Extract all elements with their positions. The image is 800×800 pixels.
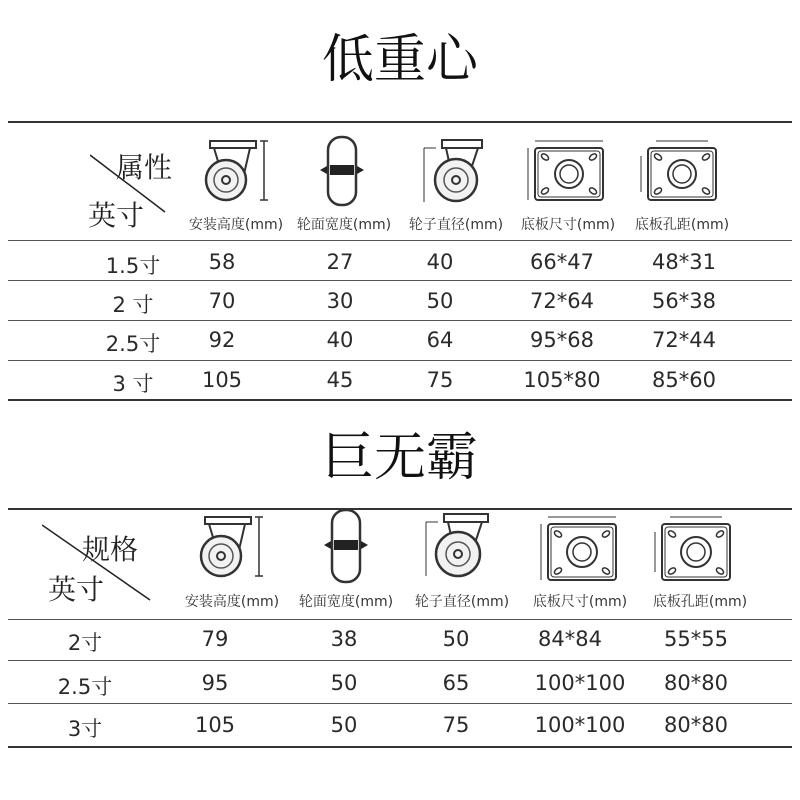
- table-cell: 40: [426, 250, 454, 274]
- table-cell: 105*80: [523, 368, 601, 392]
- column-label-plate-size: 底板尺寸(mm): [520, 217, 616, 233]
- corner-header-spec: 规格: [82, 533, 139, 566]
- column-label-tread-width: 轮面宽度(mm): [296, 217, 392, 233]
- table-cell: 45: [326, 368, 354, 392]
- hole-spacing-icon: [638, 138, 722, 204]
- corner-header-size: 英寸: [48, 573, 105, 606]
- section1-bottom-rule: [8, 399, 792, 401]
- table-cell: 72*44: [652, 328, 716, 352]
- column-label-wheel-diameter: 轮子直径(mm): [414, 594, 510, 610]
- table-cell: 70: [208, 289, 236, 313]
- table-cell: 50: [330, 713, 358, 737]
- table-cell: 100*100: [534, 671, 626, 695]
- column-label-hole-spacing: 底板孔距(mm): [634, 217, 730, 233]
- row-size: 3寸: [67, 717, 103, 741]
- caster-height-icon: [200, 138, 272, 206]
- table-cell: 30: [326, 289, 354, 313]
- base-plate-size-icon: [525, 138, 609, 204]
- wheel-diameter-icon: [424, 510, 496, 582]
- corner-header-size: 英寸: [88, 199, 145, 232]
- section2-bottom-rule: [8, 746, 792, 748]
- wheel-diameter-icon: [422, 136, 494, 208]
- table-cell: 48*31: [652, 250, 716, 274]
- table-cell: 58: [208, 250, 236, 274]
- row-divider: [8, 360, 792, 361]
- table-cell: 95*68: [530, 328, 594, 352]
- table-cell: 80*80: [664, 713, 728, 737]
- column-label-wheel-diameter: 轮子直径(mm): [408, 217, 504, 233]
- table-cell: 79: [201, 627, 229, 651]
- table-cell: 84*84: [538, 627, 602, 651]
- column-label-mount-height: 安装高度(mm): [188, 217, 284, 233]
- row-size: 2.5寸: [105, 332, 161, 356]
- row-size: 2寸: [67, 631, 103, 655]
- column-label-mount-height: 安装高度(mm): [184, 594, 280, 610]
- table-cell: 100*100: [534, 713, 626, 737]
- section1-top-rule: [8, 121, 792, 123]
- column-label-plate-size: 底板尺寸(mm): [532, 594, 628, 610]
- row-size: 3 寸: [112, 372, 154, 396]
- table-cell: 27: [326, 250, 354, 274]
- table-cell: 50: [330, 671, 358, 695]
- row-divider: [8, 320, 792, 321]
- corner-header-attribute: 属性: [116, 151, 173, 184]
- base-plate-size-icon: [538, 514, 622, 584]
- section1-header-rule: [8, 240, 792, 241]
- caster-height-icon: [195, 514, 267, 582]
- hole-spacing-icon: [652, 514, 736, 584]
- table-cell: 105: [201, 368, 243, 392]
- row-divider: [8, 280, 792, 281]
- wheel-width-icon: [318, 135, 366, 207]
- column-label-hole-spacing: 底板孔距(mm): [652, 594, 748, 610]
- table-cell: 56*38: [652, 289, 716, 313]
- table-cell: 105: [194, 713, 236, 737]
- table-cell: 80*80: [664, 671, 728, 695]
- row-divider: [8, 703, 792, 704]
- table-cell: 65: [442, 671, 470, 695]
- table-cell: 66*47: [530, 250, 594, 274]
- row-divider: [8, 660, 792, 661]
- table-cell: 50: [426, 289, 454, 313]
- wheel-width-icon: [322, 508, 370, 584]
- table-cell: 50: [442, 627, 470, 651]
- row-size: 2 寸: [112, 293, 154, 317]
- table-cell: 38: [330, 627, 358, 651]
- table-cell: 85*60: [652, 368, 716, 392]
- section2-top-rule: [8, 508, 792, 510]
- table-cell: 64: [426, 328, 454, 352]
- table-cell: 92: [208, 328, 236, 352]
- table-cell: 75: [442, 713, 470, 737]
- table-cell: 72*64: [530, 289, 594, 313]
- table-cell: 55*55: [664, 627, 728, 651]
- table-cell: 75: [426, 368, 454, 392]
- section2-header-rule: [8, 619, 792, 620]
- section1-title: 低重心: [321, 30, 478, 90]
- column-label-tread-width: 轮面宽度(mm): [298, 594, 394, 610]
- table-cell: 95: [201, 671, 229, 695]
- section2-title: 巨无霸: [321, 428, 478, 488]
- row-size: 2.5寸: [57, 675, 113, 699]
- table-cell: 40: [326, 328, 354, 352]
- row-size: 1.5寸: [105, 254, 161, 278]
